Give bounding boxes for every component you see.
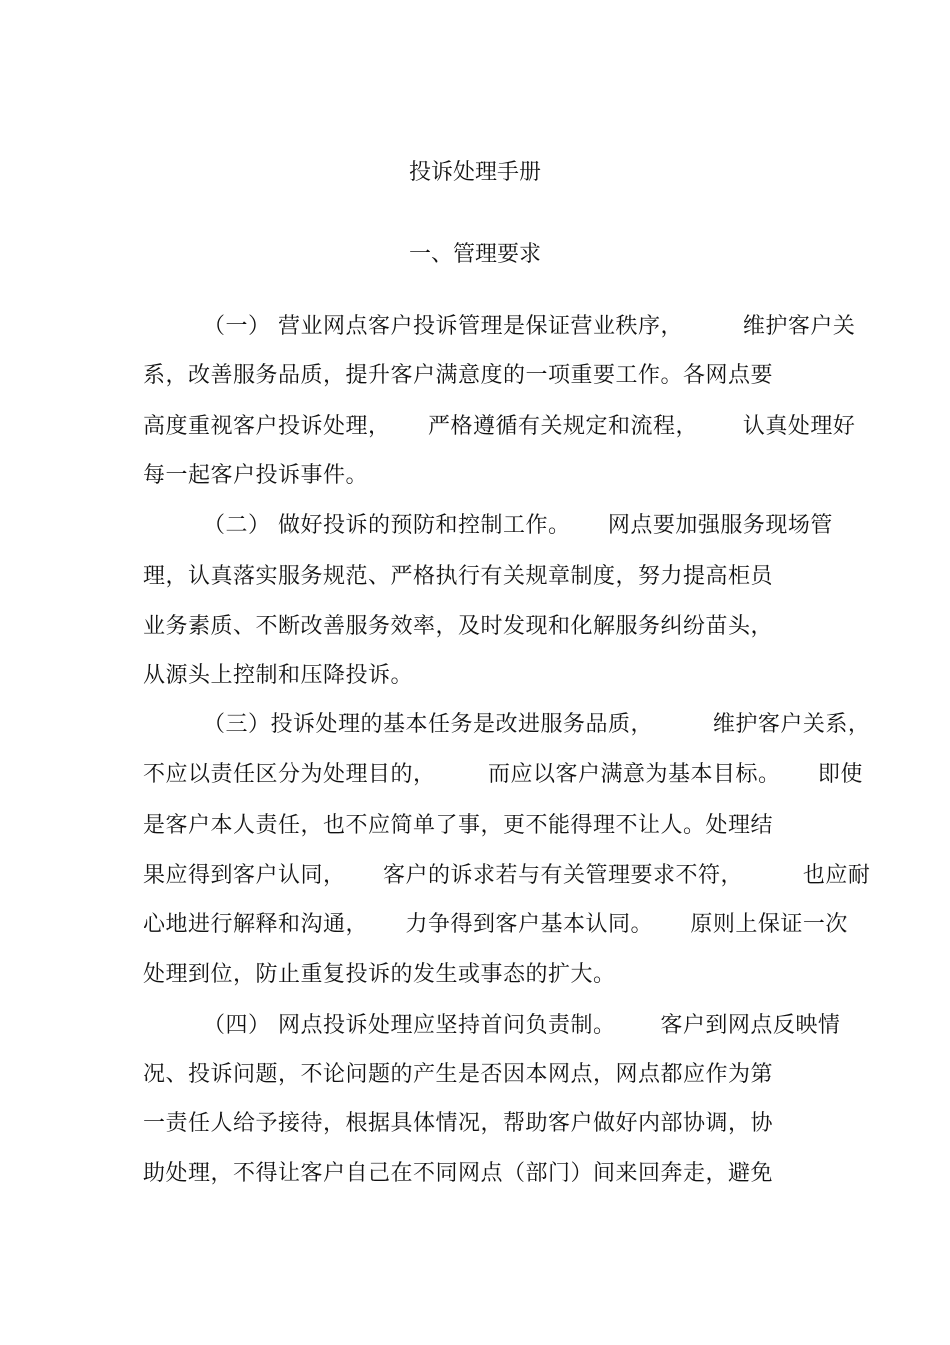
text-line: 助处理，不得让客户自己在不同网点（部门）间来回奔走，避免 xyxy=(143,1161,774,1186)
text-line: 果应得到客户认同， 客户的诉求若与有关管理要求不符， 也应耐 xyxy=(143,863,871,888)
text-line: 心地进行解释和沟通， 力争得到客户基本认同。 原则上保证一次 xyxy=(143,912,848,937)
text-line: 一责任人给予接待，根据具体情况，帮助客户做好内部协调，协 xyxy=(143,1111,774,1136)
text-line: （四） 网点投诉处理应坚持首问负责制。 客户到网点反映情 xyxy=(143,1013,841,1038)
section-heading: 一、管理要求 xyxy=(408,242,541,267)
text-line: 系，改善服务品质，提升客户满意度的一项重要工作。各网点要 xyxy=(143,363,774,388)
text-line: （二） 做好投诉的预防和控制工作。 网点要加强服务现场管 xyxy=(143,513,833,538)
text-line: 从源头上控制和压降投诉。 xyxy=(143,663,414,688)
text-line: 况、投诉问题，不论问题的产生是否因本网点，网点都应作为第 xyxy=(143,1062,774,1087)
text-line: 每一起客户投诉事件。 xyxy=(143,463,369,488)
text-line: 业务素质、不断改善服务效率，及时发现和化解服务纠纷苗头， xyxy=(143,614,774,639)
text-line: 高度重视客户投诉处理， 严格遵循有关规定和流程， 认真处理好 xyxy=(143,414,856,439)
text-line: （一） 营业网点客户投诉管理是保证营业秩序， 维护客户关 xyxy=(143,314,856,339)
text-line: 不应以责任区分为处理目的， 而应以客户满意为基本目标。 即使 xyxy=(143,762,863,787)
text-line: （三）投诉处理的基本任务是改进服务品质， 维护客户关系， xyxy=(143,712,871,737)
text-line: 理，认真落实服务规范、严格执行有关规章制度，努力提高柜员 xyxy=(143,564,774,589)
document-title: 投诉处理手册 xyxy=(408,160,541,185)
text-line: 是客户本人责任，也不应简单了事，更不能得理不让人。处理结 xyxy=(143,813,774,838)
text-line: 处理到位，防止重复投诉的发生或事态的扩大。 xyxy=(143,962,616,987)
